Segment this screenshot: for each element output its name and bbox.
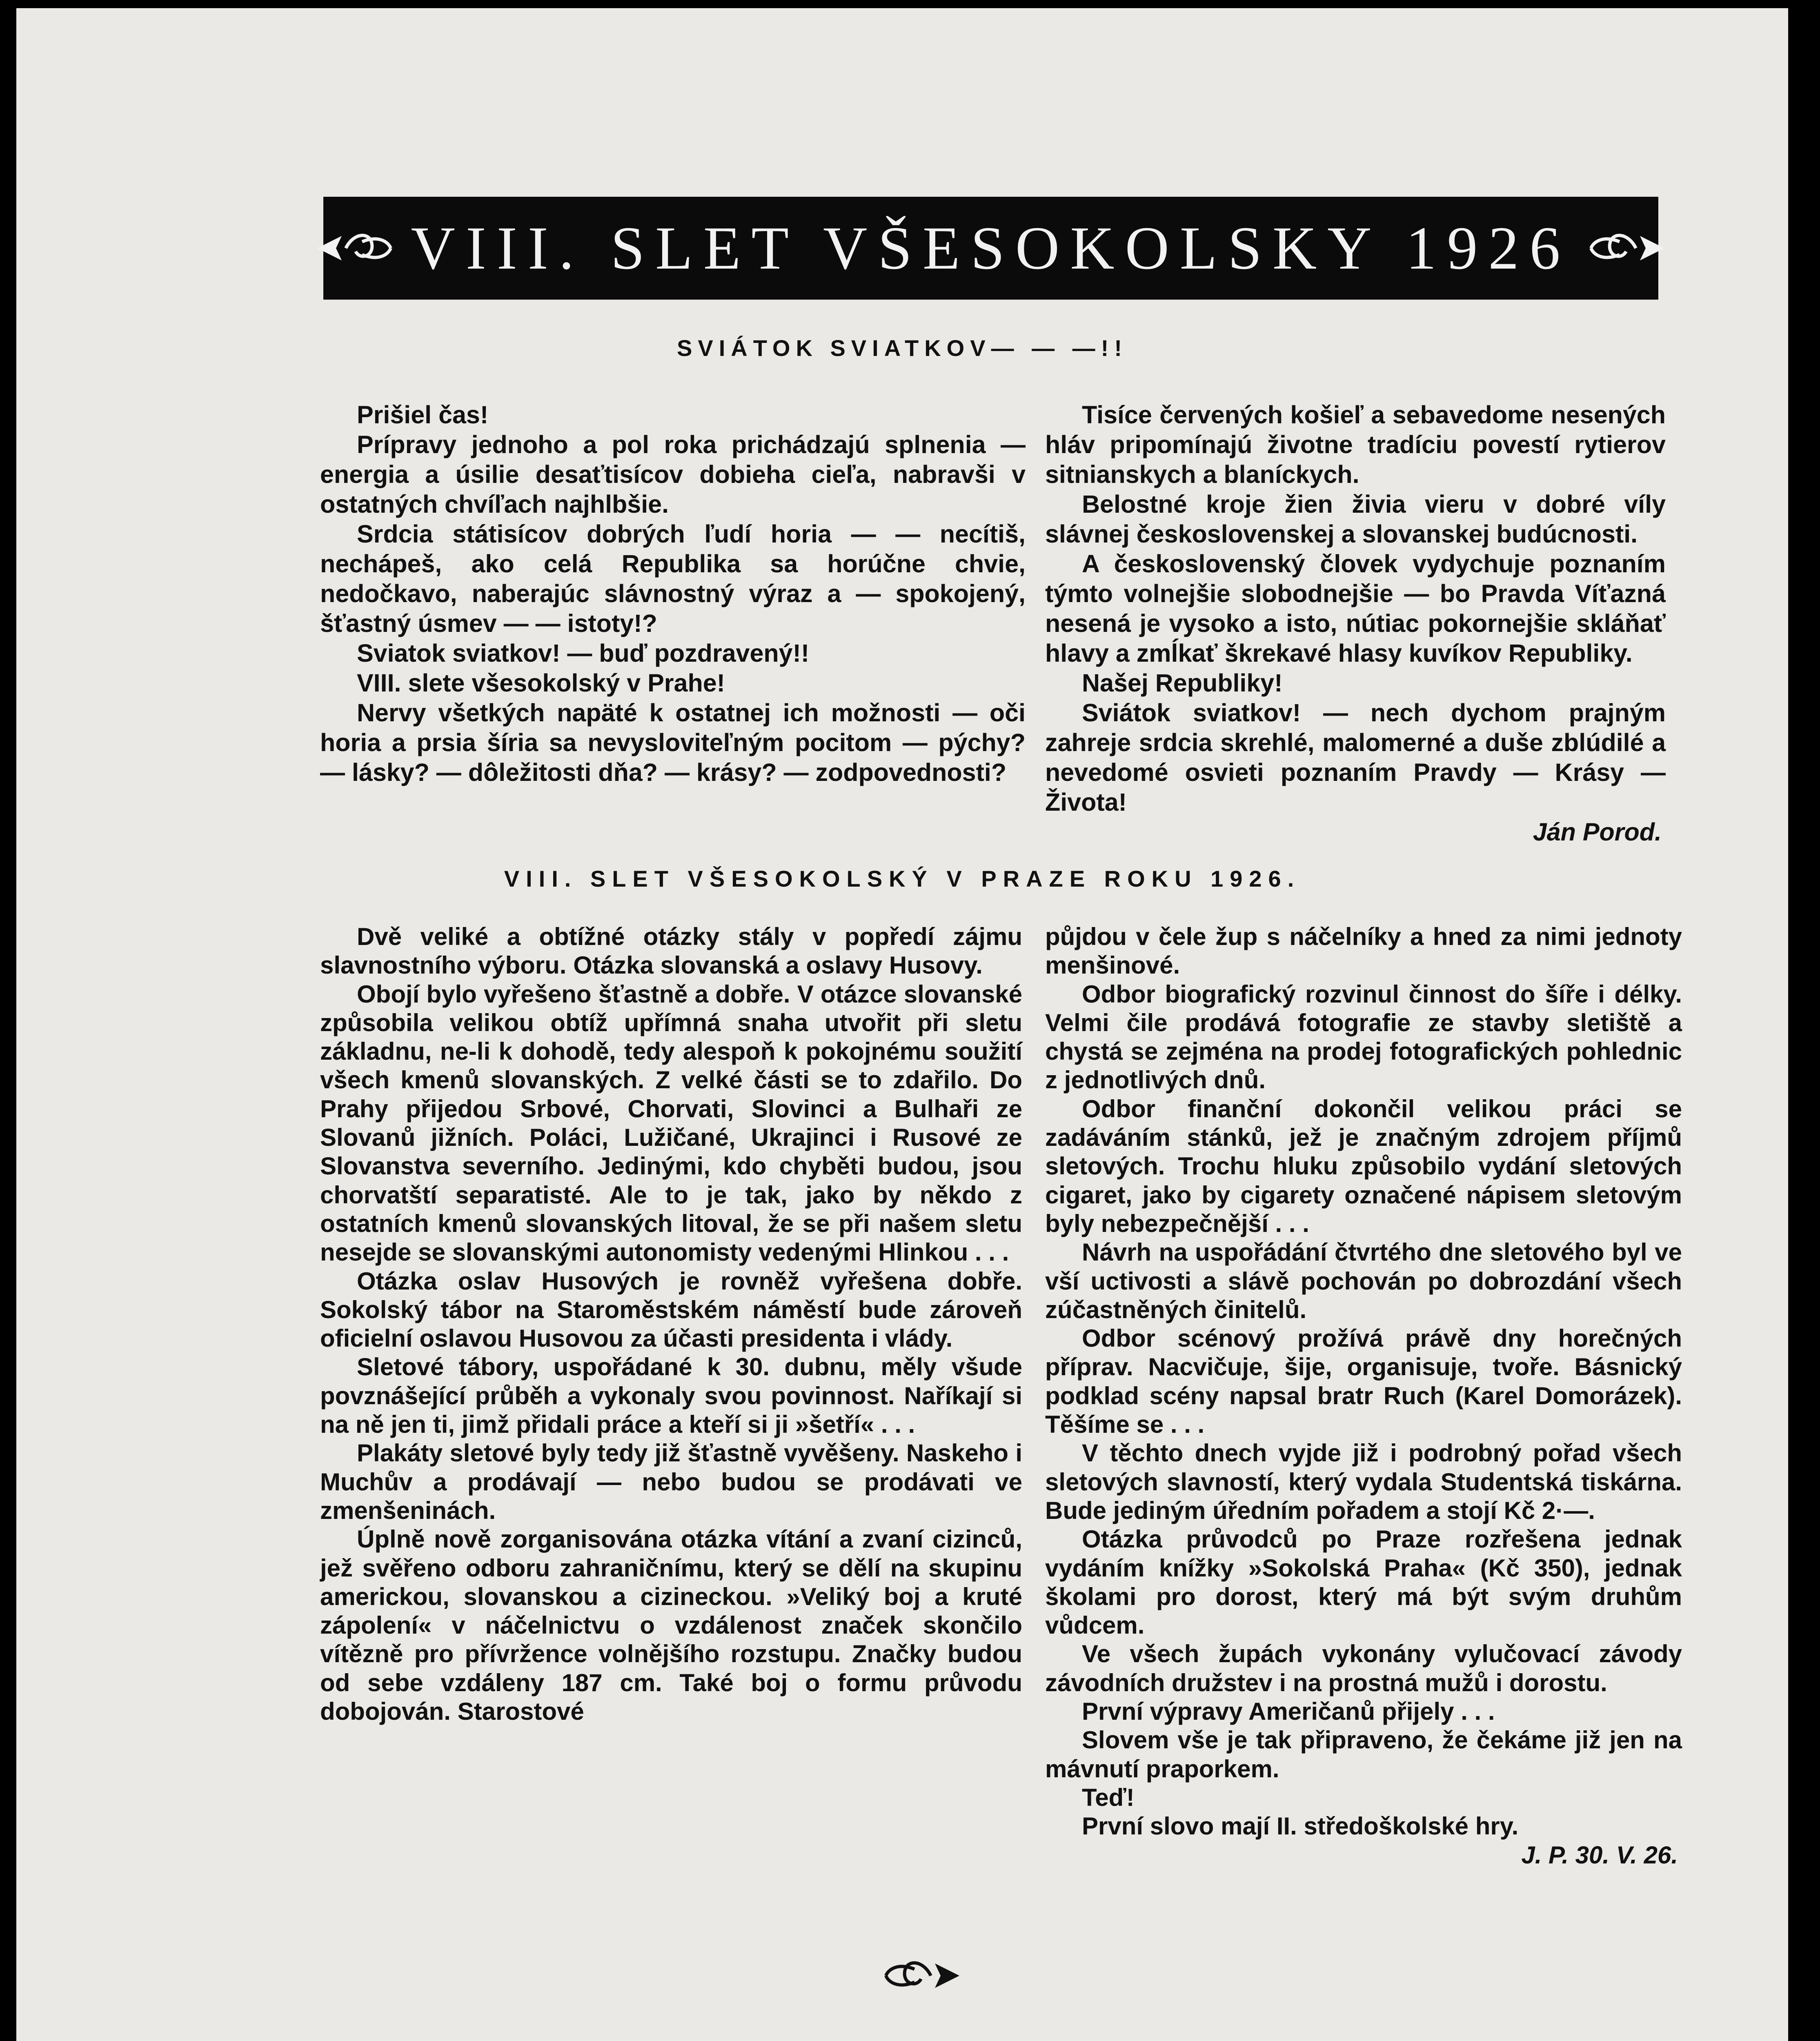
article2-right-column	[1045, 923, 1682, 1870]
right-fleuron-icon	[1587, 224, 1669, 273]
paragraph: Prišiel čas!	[357, 401, 489, 429]
paragraph: Sviátok sviatkov! — nech dychom prajným zahreje srdcia skrehlé, malomerné a duše zblúdilé a nevedomé osvieti poznaním Pravdy — Krásy — Života!	[1045, 699, 1666, 816]
paragraph-continued: půjdou v čele žup s náčelníky a hned za nimi jednoty menšinové.	[1045, 923, 1682, 979]
paragraph: Otázka oslav Husových je rovněž vyřešena dobře. Sokolský tábor na Staroměstském náměstí bude zároveň oficielní oslavou Husovou za účasti presidenta i vlády.	[320, 1267, 1022, 1352]
magazine-page	[16, 8, 1788, 2041]
article1-right-column	[1045, 400, 1666, 847]
paragraph: První slovo mají II. středoškolské hry.	[1082, 1812, 1519, 1840]
paragraph: Prípravy jednoho a pol roka prichádzajú splnenia — energia a úsilie desaťtisícov dobieha cieľa, nabravši v ostatných chvíľach najhlbšie.	[320, 431, 1026, 518]
closing-fleuron-icon	[882, 1951, 963, 2000]
article2-signature: J. P. 30. V. 26.	[1521, 1841, 1678, 1869]
article2-left-column	[320, 923, 1022, 1726]
paragraph: Otázka průvodců po Praze rozřešena jednak vydáním knížky »Sokolská Praha« (Kč 350), jednak školami pro dorost, který má být svým druhům vůdcem.	[1045, 1525, 1682, 1639]
paragraph: Ve všech župách vykonány vylučovací závody závodních družstev i na prostná mužů i dorostu.	[1045, 1640, 1682, 1696]
paragraph: Nervy všetkých napäté k ostatnej ich možnosti — oči horia a prsia šíria sa nevysloviteľným pocitom — pýchy? — lásky? — dôležitosti dňa? — krásy? — zodpovednosti?	[320, 699, 1026, 786]
article1-heading: SVIÁTOK SVIATKOV— — —!!	[677, 335, 1128, 361]
paragraph: Odbor scénový prožívá právě dny horečných příprav. Nacvičuje, šije, organisuje, tvoře. Básnický podklad scény napsal bratr Ruch (Karel Domorázek). Těšíme se . . .	[1045, 1325, 1682, 1438]
paragraph: Návrh na uspořádání čtvrtého dne sletového byl ve vší uctivosti a slávě pochován po dobrozdání všech zúčastněných činitelů.	[1045, 1238, 1682, 1323]
paragraph: Slovem vše je tak připraveno, že čekáme již jen na mávnutí praporkem.	[1045, 1726, 1682, 1783]
paragraph: První výpravy Američanů přijely . . .	[1082, 1698, 1495, 1725]
paragraph: Sletové tábory, uspořádané k 30. dubnu, měly všude povznášející průběh a vykonaly svou povinnost. Naříkají si na ně jen ti, jimž přidali práce a kteří si ji »šetří« . . .	[320, 1353, 1022, 1438]
paragraph: Odbor biografický rozvinul činnost do šíře i délky. Velmi čile prodává fotografie ze stavby sletiště a chystá se zejména na prodej fotografických pohlednic z jednotlivých dnů.	[1045, 980, 1682, 1094]
paragraph: Úplně nově zorganisována otázka vítání a zvaní cizinců, jež svěřeno odboru zahraničnímu, který se dělí na skupinu americkou, slovanskou a cizineckou. »Veliký boj a kruté zápolení« v náčelnictvu o vzdálenost značek skončilo vítězně pro přívržence volnějšího rozstupu. Značky budou od sebe vzdáleny 187 cm. Také boj o formu průvodu dobojován. Starostové	[320, 1525, 1022, 1725]
paragraph: Odbor finanční dokončil velikou práci se zadáváním stánků, jež je značným zdrojem příjmů sletových. Trochu hluku způsobilo vydání sletových cigaret, jako by cigarety označené nápisem sletovým byly nebezpečnější . . .	[1045, 1095, 1682, 1237]
paragraph: A československý človek vydychuje poznaním týmto volnejšie slobodnejšie — bo Pravda Víťazná nesená je vysoko a isto, nútiac pokornejšie skláňať hlavy a zmĺkať škrekavé hlasy kuvíkov Republiky.	[1045, 550, 1666, 667]
paragraph: Teď!	[1082, 1783, 1135, 1811]
left-fleuron-icon	[313, 224, 395, 273]
paragraph: Našej Republiky!	[1082, 669, 1283, 697]
masthead-title: VIII. SLET VŠESOKOLSKY 1926	[411, 214, 1571, 282]
paragraph: Dvě veliké a obtížné otázky stály v popředí zájmu slavnostního výboru. Otázka slovanská a oslavy Husovy.	[320, 923, 1022, 979]
paragraph: Tisíce červených košieľ a sebavedome nesených hláv pripomínajú životne tradíciu povestí rytierov sitnianskych a blaníckych.	[1045, 401, 1666, 488]
article2-heading: VIII. SLET VŠESOKOLSKÝ V PRAZE ROKU 1926.	[504, 866, 1301, 892]
paragraph: VIII. slete všesokolský v Prahe!	[357, 669, 725, 697]
paragraph: V těchto dnech vyjde již i podrobný pořad všech sletových slavností, který vydala Studentská tiskárna. Bude jediným úředním pořadem a stojí Kč 2·—.	[1045, 1439, 1682, 1524]
paragraph: Srdcia státisícov dobrých ľudí horia — — necítiš, nechápeš, ako celá Republika sa horúčne chvie, nedočkavo, naberajúc slávnostný výraz a — spokojený, šťastný úsmev — — istoty!?	[320, 520, 1026, 637]
paragraph: Plakáty sletové byly tedy již šťastně vyvěšeny. Naskeho i Muchův a prodávají — nebo budou se prodávati ve zmenšeninách.	[320, 1439, 1022, 1524]
paragraph: Sviatok sviatkov! — buď pozdravený!!	[357, 639, 810, 667]
paragraph: Obojí bylo vyřešeno šťastně a dobře. V otázce slovanské způsobila velikou obtíž upřímná snaha utvořit při sletu základnu, ne-li k dohodě, tedy alespoň k pokojnému soužití všech kmenů slovanských. Z velké části se to zdařilo. Do Prahy přijedou Srbové, Chorvati, Slovinci a Bulhaři ze Slovanů jižních. Poláci, Lužičané, Ukrajinci i Rusové ze Slovanstva severního. Jedinými, kdo chyběti budou, jsou chorvatští separatisté. Ale to je tak, jako by někdo z ostatních kmenů slovanských litoval, že se při našem sletu nesejde se slovanskými autonomisty vedenými Hlinkou . . .	[320, 980, 1022, 1266]
article1-signature: Ján Porod.	[1533, 818, 1662, 846]
masthead-banner	[323, 197, 1658, 300]
paragraph: Belostné kroje žien živia vieru v dobré víly slávnej československej a slovanskej budúcnosti.	[1045, 490, 1666, 548]
article1-left-column	[320, 400, 1026, 787]
